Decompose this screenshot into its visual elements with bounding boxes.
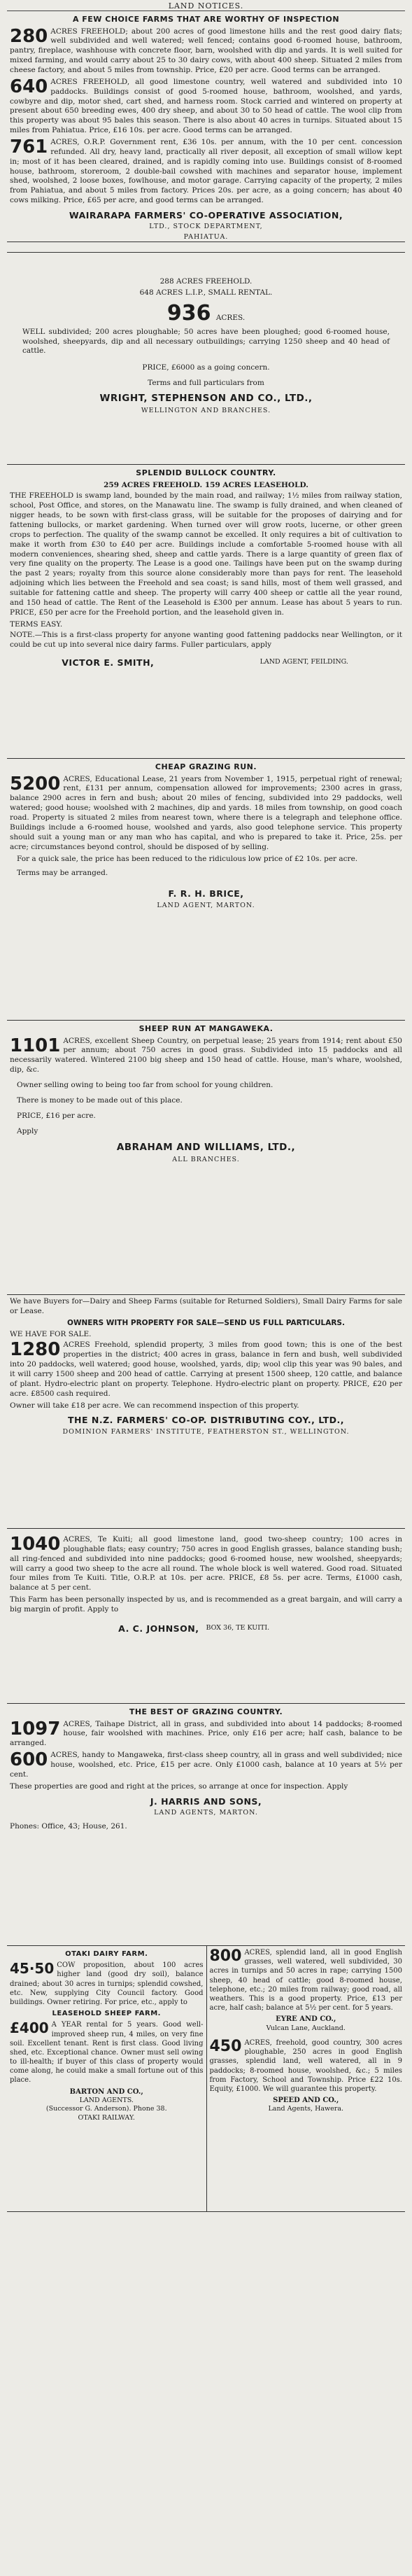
listing-text: ACRES, Te Kuiti; all good limestone land, good two-sheep country; 100 acres in ploughable flats; easy country; 750 acres in good English grasses, balance standing bush; all ring-fenced and subdivided into nine paddocks; good 6-roomed house, new woolshed, sheepyards; will carry a good two sheep to the acre all round. The whole block is well watered. Good road. Situated four miles from Te Kuiti. Title, O.R.P. at 10s. per acre. PRICE, £8 5s. per acre. Terms, £1000 cash, balance at 5 per cent.: [10, 1535, 402, 1592]
advertiser-name: THE N.Z. FARMERS' CO-OP. DISTRIBUTING COY., LTD.,: [68, 1415, 344, 1426]
for-sale-heading: WE HAVE FOR SALE.: [10, 1329, 92, 1338]
advertiser-role: LAND AGENT, FEILDING.: [260, 658, 348, 666]
advertiser-address: BOX 36, TE KUITI.: [206, 1623, 270, 1632]
terms-line: TERMS EASY.: [10, 620, 63, 629]
acreage-number: 761: [10, 136, 48, 158]
listing-text: ACRES, handy to Mangaweka, first-class sheep country, all in grass and well subdivided; nice house, woolshed, etc. Price, £15 per acre. Only £1000 cash, balance at 10 years at 5½ per cent.: [10, 1751, 402, 1779]
ad-victor-smith: [7, 465, 405, 759]
farm-listing: [10, 78, 402, 136]
listing-text: ACRES, O.R.P. Government rent, £36 10s. per annum, with the 10 per cent. concession refunded. All dry, heavy land, practically all river deposit, all exception of small willow kept in; most of it has been cleared, drained, and is rapidly coming into use. Buildings consist of 8-roomed house, bathroom, storeroom, 2 double-bail cowshed with machines and separator house, implement shed, woolshed, 2 loose boxes, fowlhouse, and motor garage. Carrying capacity of the property, 2 miles from Pahiatua, and about 5 miles from factory. Prices 20s. per acre, as a going concern; has about 40 cows milking. Price, £65 per acre, and good terms can be arranged.: [10, 137, 402, 205]
advertiser-name: EYRE AND CO.,: [276, 2015, 336, 2024]
apply-line: Apply: [17, 1126, 38, 1135]
advertiser-branches: WELLINGTON AND BRANCHES.: [141, 406, 271, 414]
terms-line: Terms may be arranged.: [17, 869, 108, 878]
farm-listing: [10, 775, 402, 853]
farm-listing: [10, 1340, 402, 1399]
acreage-label: ACRES.: [215, 313, 246, 322]
listing-text: WELL subdivided; 200 acres ploughable; 50 acres have been ploughed; good 6-roomed house, woolshed, sheepyards, dip and all necessary outbuildings; carrying 1250 sheep and 40 head of cattle.: [22, 327, 390, 356]
farm-listing: [10, 1961, 204, 2007]
acreage-number: 5200: [10, 773, 61, 794]
advertiser-block: [10, 1619, 402, 1635]
bottom-columns: [7, 1946, 405, 2212]
ad-title: A FEW CHOICE FARMS THAT ARE WORTHY OF INSPECTION: [72, 15, 340, 24]
advertiser-name: VICTOR E. SMITH,: [62, 657, 155, 668]
advertiser-role: LAND AGENTS.: [79, 2096, 134, 2104]
advertiser-name: J. HARRIS AND SONS,: [150, 1795, 262, 1807]
farm-listing: [210, 1948, 403, 2012]
advertiser-name: SPEED AND CO.,: [273, 2096, 339, 2105]
ad-title: CHEAP GRAZING RUN.: [155, 762, 257, 771]
acreage-number: 450: [209, 2038, 242, 2056]
listing-text: ACRES, splendid land, all in good English grasses, well watered, well subdivided, 30 acres in turnips and 50 acres in rape; carrying 1500 sheep, 40 head of cattle; good 8-roomed house, telephone, etc.; 20 miles from railway; good road, all weathers. This is a good property. Price, £13 per acre, half cash; balance at 5½ per cent. for 5 years.: [209, 1949, 402, 2012]
ad-nz-farmers: [7, 1295, 405, 1529]
ad-abraham-williams: [7, 1021, 405, 1295]
acreage-heading: [10, 300, 402, 326]
listing-text: ACRES, freehold, good country, 300 acres ploughable, 250 acres in good English grasses, splendid land, well watered, all in 9 paddocks; 8-roomed house, woolshed, &c.; 5 miles from Factory, School and Township. Price £22 10s. Equity, £1000. We will guarantee this property.: [209, 2039, 402, 2093]
newspaper-page: [7, 0, 405, 2576]
recommend-note: This Farm has been personally inspected by us, and is recommended as a great bargain, and will carry a big margin of profit. Apply to: [10, 1595, 402, 1614]
owner-note: Owner will take £18 per acre. We can recommend inspection of this property.: [10, 1401, 299, 1410]
advertiser-name: ABRAHAM AND WILLIAMS, LTD.,: [116, 1142, 296, 1154]
advertiser-branches: ALL BRANCHES.: [172, 1156, 240, 1164]
inspection-note: These properties are good and right at the prices, so arrange at once for inspection. Apply: [10, 1782, 348, 1791]
buyers-intro: We have Buyers for—Dairy and Sheep Farms (suitable for Returned Soldiers), Small Dairy Farms for sale or Lease.: [10, 1297, 402, 1315]
ad-wright-stephenson: [7, 252, 405, 465]
advertiser-name: F. R. H. BRICE,: [168, 888, 244, 899]
farm-listing: [10, 1037, 402, 1075]
ad-wairarapa-farmers: [7, 11, 405, 242]
farm-listing: [10, 138, 402, 206]
advertiser-role: LAND AGENT, MARTON.: [157, 901, 255, 909]
listing-text: COW proposition, about 100 acres higher land (good dry soil), balance drained; about 30 acres in turnips; splendid cowshed, etc. New, supplying City Council factory. Good buildings. Owner retiring. For price, etc., apply to: [10, 1961, 204, 2006]
listing-text: A YEAR rental for 5 years. Good well-improved sheep run, 4 miles, on very fine soil. Excellent tenant. Rent is first class. Good living shed, etc. Exceptional chance. Owner must sell owing to ill-health; if buyer of this class of property would come along, he could make a small fortune out of this place.: [10, 2021, 204, 2085]
acreage-number: 936: [166, 300, 211, 326]
listing-text: THE FREEHOLD is swamp land, bounded by the main road, and railway; 1½ miles from railway station, school, Post Office, and stores, on the Manawatu line. The swamp is fully drained, and when cleaned of nigger heads, to be sown with first-class grass, will be suitable for the proposes of dairying and for fattening bullocks, or market gardening. When turned over will grow roots, lucerne, or other green crops to perfection. The quality of the swamp cannot be excelled. It only requires a bit of cultivation to make it worth from £30 to £40 per acre. Buildings include a comfortable 5-roomed house with all modern conveniences, shearing shed, sheep and cattle yards. There is a large quantity of green flax of very fine quality on the property. The Lease is a good one. Tailings have been put on the swamp during the past 2 years; royalty from this source alone considerably more than pays for rent. The leasehold adjoining which lies between the Freehold and sea coast; is sand hills, most of them well grassed, and suitable for fattening cattle and sheep. The property will carry 400 sheep or cattle all the year round, and 150 head of cattle. The Rent of the Leasehold is £300 per annum. Lease has about 5 years to run. PRICE, £50 per acre for the Freehold portion, and the leasehold given in.: [10, 491, 402, 617]
acreage-number: 600: [10, 1749, 48, 1771]
farm-listing: [10, 1751, 402, 1780]
acreage-heading: 259 ACRES FREEHOLD. 159 ACRES LEASEHOLD.: [104, 480, 308, 489]
advertiser-block: [10, 653, 402, 669]
listing-text: ACRES Freehold, splendid property, 3 miles from good town; this is one of the best properties in the district; 400 acres in grass, balance in fern and bush, well subdivided into 20 paddocks, well watered; good house, woolshed, yards, dip; wool clip this year was 90 bales, and it will carry 1500 sheep and 200 head of cattle. Carrying at present 1500 sheep, 120 cattle, and balance of plant. Hydro-electric plant on property. Telephone. Hydro-electric plant on property. PRICE, £20 per acre. £8500 cash required.: [10, 1340, 402, 1398]
advertiser-address: Vulcan Lane, Auckland.: [266, 2024, 346, 2032]
acreage-number: 280: [10, 25, 48, 47]
ad-title: SPLENDID BULLOCK COUNTRY.: [136, 468, 276, 477]
advertiser-role: LAND AGENTS, MARTON.: [154, 1809, 258, 1817]
listing-text: ACRES, Taihape District, all in grass, and subdivided into about 14 paddocks; 8-roomed house, fair woolshed with machines. Price, only £16 per acre; half cash, balance to be arranged.: [10, 1719, 402, 1748]
acreage-number: 800: [209, 1947, 242, 1965]
farm-listing: [10, 2020, 204, 2085]
advertiser-town: PAHIATUA.: [183, 233, 229, 241]
advertiser-name: WRIGHT, STEPHENSON AND CO., LTD.,: [99, 393, 313, 405]
ad-eyre-speed: [206, 1946, 406, 2211]
ad-subtitle: LEASEHOLD SHEEP FARM.: [52, 2010, 161, 2018]
owner-note: Owner selling owing to being too far from school for young children.: [17, 1080, 274, 1089]
price-note: For a quick sale, the price has been reduced to the ridiculous low price of £2 10s. per acre.: [17, 855, 358, 864]
acreage-number: 640: [10, 76, 48, 97]
advertiser-name: BARTON AND CO.,: [69, 2087, 143, 2096]
ad-title: THE BEST OF GRAZING COUNTRY.: [129, 1707, 283, 1716]
ad-brice: [7, 759, 405, 1021]
phone-line: Phones: Office, 43; House, 261.: [10, 1821, 127, 1830]
section-masthead: LAND NOTICES.: [7, 0, 405, 11]
rental-number: £400: [10, 2019, 49, 2037]
advertiser-name: WAIRARAPA FARMERS' CO-OPERATIVE ASSOCIATION,: [69, 209, 343, 220]
advertiser-address: DOMINION FARMERS' INSTITUTE, FEATHERSTON ST., WELLINGTON.: [62, 1427, 350, 1436]
advertiser-department: LTD., STOCK DEPARTMENT,: [149, 223, 263, 231]
ad-title: OTAKI DAIRY FARM.: [65, 1950, 148, 1958]
price-line: PRICE, £6000 as a going concern.: [142, 363, 270, 372]
acreage-number: 1040: [10, 1534, 61, 1555]
ad-barton: [7, 1946, 206, 2211]
listing-text: ACRES FREEHOLD; about 200 acres of good limestone hills and the rest good dairy flats; well subdivided and well watered; well fenced; contains good 6-roomed house, bathroom, pantry, fireplace, washhouse with concrete floor, barn, woolshed with dip and yards. It is well suited for mixed farming, and would carry about 25 to 30 dairy cows, with about 400 sheep. Situated 2 miles from cheese factory, and about 5 miles from township. Price, £20 per acre. Good terms can be arranged.: [10, 27, 402, 74]
advertiser-successor: (Successor G. Anderson). Phone 38.: [45, 2105, 167, 2113]
terms-line: Terms and full particulars from: [148, 379, 264, 388]
farm-listing: [210, 2038, 403, 2094]
listing-line: 288 ACRES FREEHOLD.: [159, 277, 253, 286]
listing-text: ACRES, Educational Lease, 21 years from November 1, 1915, perpetual right of renewal; rent, £131 per annum, compensation allowed for improvements; 2300 acres in grass, balance 2900 acres in fern and bush; about 20 miles of fencing, subdivided into 29 paddocks, well watered; good house; woolshed with 2 machines, dip and yards. 18 miles from township, on good coach road. Property is situated 2 miles from nearest town, where there is a telegraph and telephone office. Buildings include a 6-roomed house, woolshed and yards, also good telephone service. This property should suit a young man or any man who has capital, and who is prepared to take it. Price, 25s. per acre; circumstances beyond control, should be disposed of by selling.: [10, 774, 402, 851]
farm-listing: [10, 1535, 402, 1593]
note-text: NOTE.—This is a first-class property for anyone wanting good fattening paddocks near Wellington, or it could be cut up into several nice dairy farms. Fuller particulars, apply: [10, 631, 402, 650]
farm-listing: [10, 1720, 402, 1749]
ad-title: SHEEP RUN AT MANGAWEKA.: [138, 1024, 274, 1033]
listing-text: ACRES FREEHOLD, all good limestone country, well watered and subdivided into 10 paddocks. Buildings consist of good 5-roomed house, bathroom, woolshed, and yards, cowbyre and dip, motor shed, cart shed, and harness room. Stock carried and wintered on property at present about 650 breeding ewes, 400 dry sheep, and about 30 to 50 head of cattle. The wool clip from this property was about 95 bales this season. There is also about 40 acres in turnips. Situated about 15 miles from Pahiatua. Price, £16 10s. per acre. Good terms can be arranged.: [10, 77, 402, 135]
ad-harris: [7, 1704, 405, 1946]
farm-listing: [10, 27, 402, 76]
ad-johnson: [7, 1529, 405, 1704]
price-line: PRICE, £16 per acre.: [17, 1111, 96, 1120]
listing-text: ACRES, excellent Sheep Country, on perpetual lease; 25 years from 1914; rent about £50 per annum; about 750 acres in good grass. Subdivided into 15 paddocks and all necessarily watered. Wintered 2100 big sheep and 150 head of cattle. House, man's whare, woolshed, dip, &c.: [10, 1036, 402, 1074]
owners-callout: OWNERS WITH PROPERTY FOR SALE—SEND US FULL PARTICULARS.: [67, 1318, 345, 1327]
acreage-number: 1097: [10, 1718, 61, 1740]
listing-line: 648 ACRES L.I.P., SMALL RENTAL.: [139, 288, 273, 297]
advertiser-address: Land Agents, Hawera.: [268, 2105, 344, 2113]
advertiser-name: A. C. JOHNSON,: [118, 1623, 199, 1634]
acreage-number: 1280: [10, 1339, 61, 1361]
money-note: There is money to be made out of this place.: [17, 1096, 183, 1105]
acreage-number: 45·50: [10, 1960, 55, 1977]
advertiser-town: OTAKI RAILWAY.: [78, 2113, 135, 2122]
acreage-number: 1101: [10, 1035, 61, 1056]
